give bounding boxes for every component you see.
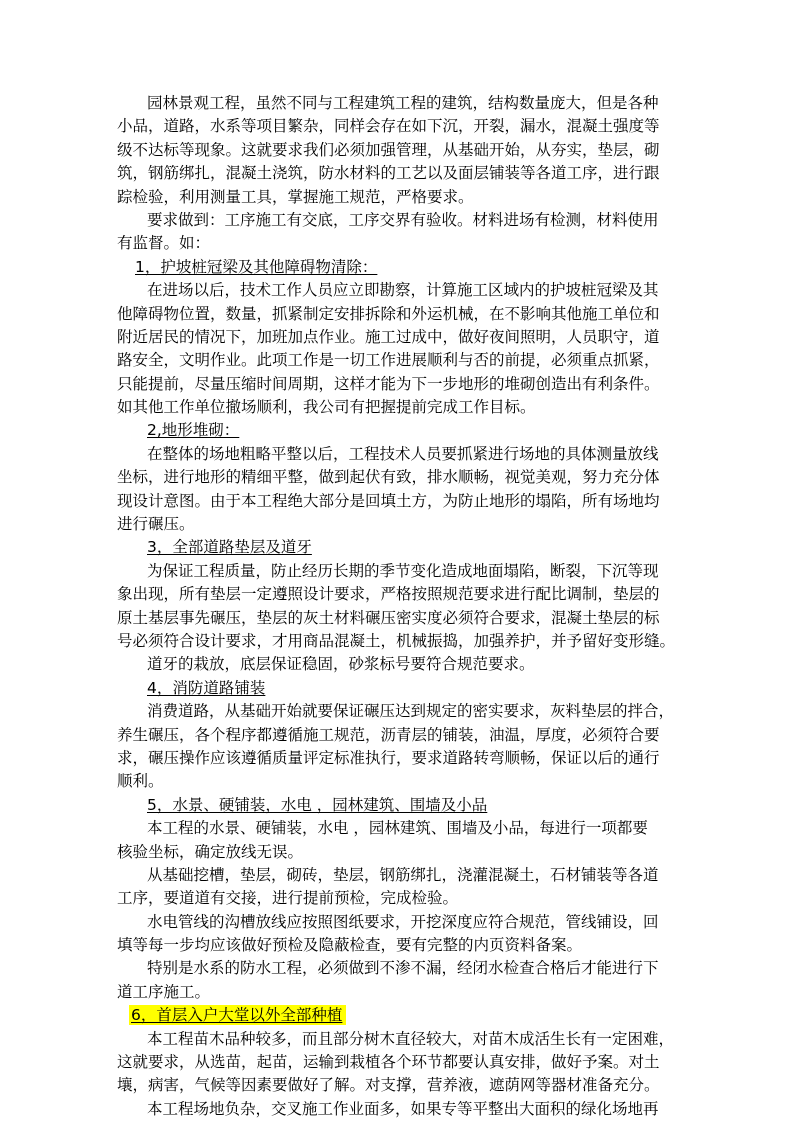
section-6-heading <box>117 1004 677 1027</box>
text-line: 壤，病害，气候等因素要做好了解。对支撑，营养液，遮荫网等器材准备充分。 <box>117 1076 660 1095</box>
section-4 <box>117 677 677 794</box>
text-line: 要求做到：工序施工有交底，工序交界有验收。材料进场有检测，材料使用 <box>147 210 659 229</box>
text-line: 小品，道路，水系等项目繁杂，同样会存在如下沉，开裂，漏水，混凝土强度等 <box>117 117 660 136</box>
text-line: 填等每一步均应该做好预检及隐蔽检查，要有完整的内页资料备案。 <box>117 936 583 955</box>
text-line: 级不达标等现象。这就要求我们必须加强管理，从基础开始，从夯实，垫层，砌 <box>117 140 660 159</box>
text-line: 如其他工作单位撤场顺利，我公司有把握提前完成工作目标。 <box>117 398 536 417</box>
text-line: 养生碾压，各个程序都遵循施工规范，沥青层的铺装，油温，厚度，必须符合要 <box>117 725 660 744</box>
text-line: 筑，钢筋绑扎，混凝土浇筑，防水材料的工艺以及面层铺装等各道工序，进行跟 <box>117 164 660 183</box>
section-1-heading: 1，护坡桩冠梁及其他障碍物清除： <box>135 257 378 276</box>
text-line: 号必须符合设计要求，才用商品混凝土，机械振捣，加强养护，并予留好变形缝。 <box>117 631 676 650</box>
text-line: 园林景观工程，虽然不同与工程建筑工程的建筑，结构数量庞大，但是各种 <box>147 94 659 112</box>
text-line: 为保证工程质量，防止经历长期的季节变化造成地面塌陷，断裂，下沉等现 <box>147 561 659 580</box>
section-4-heading: 4，消防道路铺装 <box>147 678 266 697</box>
text-line: 道牙的栽放，底层保证稳固，砂浆标号要符合规范要求。 <box>147 655 535 674</box>
text-line: 消费道路，从基础开始就要保证碾压达到规定的密实要求，灰料垫层的拌合， <box>147 702 675 721</box>
text-line: 工序，要道道有交接，进行提前预检，完成检验。 <box>117 889 459 908</box>
text-line: 他障碍物位置，数量，抓紧制定安排拆除和外运机械，在不影响其他施工单位和 <box>117 304 660 323</box>
section-2 <box>117 419 677 536</box>
text-line: 水电管线的沟槽放线应按照图纸要求，开挖深度应符合规范，管线铺设，回 <box>147 912 659 931</box>
text-line: 只能提前，尽量压缩时间周期，这样才能为下一步地形的堆砌创造出有利条件。 <box>117 374 660 393</box>
section-1 <box>117 256 677 420</box>
section-5 <box>117 794 677 1005</box>
text-line: 路安全，文明作业。此项工作是一切工作进展顺利与否的前提，必须重点抓紧， <box>117 351 660 370</box>
text-line: 踪检验，利用测量工具，掌握施工规范，严格要求。 <box>117 187 474 206</box>
text-line: 有监督。如： <box>117 234 211 253</box>
text-line: 本工程苗木品种较多，而且部分树木直径较大，对苗木成活生长有一定困难， <box>147 1029 675 1048</box>
text-line: 道工序施工。 <box>117 982 211 1001</box>
text-line: 象出现，所有垫层一定遵照设计要求，严格按照规范要求进行配比调制，垫层的 <box>117 585 660 604</box>
text-line: 附近居民的情况下，加班加点作业。施工过成中，做好夜间照明，人员职守，道 <box>117 327 660 346</box>
text-line: 在整体的场地粗略平整以后，工程技术人员要抓紧进行场地的具体测量放线 <box>147 444 659 463</box>
section-3 <box>117 536 677 676</box>
highlighted-heading: 6，首层入户大堂以外全部种植 <box>129 1005 346 1025</box>
text-line: 核验坐标，确定放线无误。 <box>117 842 304 861</box>
text-line: 本工程场地负杂，交叉施工作业面多，如果专等平整出大面积的绿化场地再 <box>147 1099 659 1118</box>
section-5-heading: 5，水景、硬铺装，水电 ，园林建筑、围墙及小品 <box>147 795 488 814</box>
text-line: 求，碾压操作应该遵循质量评定标准执行，要求道路转弯顺畅，保证以后的通行 <box>117 748 660 767</box>
text-line: 特别是水系的防水工程，必须做到不渗不漏，经闭水检查合格后才能进行下 <box>147 959 659 978</box>
text-line: 坐标，进行地形的精细平整，做到起伏有致，排水顺畅，视觉美观，努力充分体 <box>117 468 660 487</box>
text-line: 在进场以后，技术工作人员应立即勘察，计算施工区域内的护坡桩冠梁及其 <box>147 281 659 300</box>
text-line: 原土基层事先碾压，垫层的灰土材料碾压密实度必须符合要求，混凝土垫层的标 <box>117 608 660 627</box>
section-6 <box>117 1004 677 1121</box>
text-line: 从基础挖槽，垫层，砌砖，垫层，钢筋绑扎，浇灌混凝土，石材铺装等各道 <box>147 865 659 884</box>
text-line: 现设计意图。由于本工程绝大部分是回填土方，为防止地形的塌陷，所有场地均 <box>117 491 660 510</box>
text-line: 顺利。 <box>117 772 164 791</box>
section-3-heading: 3，全部道路垫层及道牙 <box>147 538 312 557</box>
text-line: 进行碾压。 <box>117 515 195 534</box>
text-line: 本工程的水景、硬铺装，水电 ，园林建筑、围墙及小品，每进行一项都要 <box>147 819 648 838</box>
document-page <box>117 92 677 1121</box>
intro-paragraph <box>117 92 677 256</box>
text-line: 这就要求，从选苗，起苗，运输到栽植各个环节都要认真安排，做好予案。对土 <box>117 1053 660 1072</box>
section-2-heading: 2,地形堆砌： <box>147 421 240 440</box>
